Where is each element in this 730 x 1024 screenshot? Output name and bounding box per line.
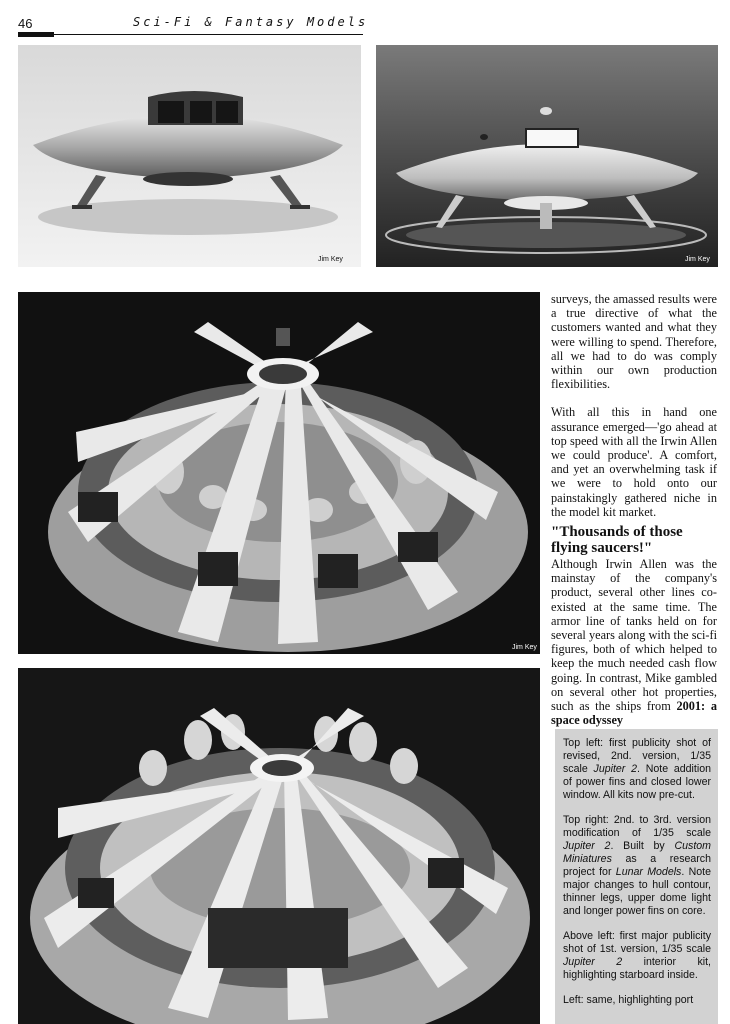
caption-italic: Lunar Models xyxy=(615,866,682,878)
caption-text: Left: same, highlighting port xyxy=(563,994,694,1006)
caption-text: Top left: first publicity shot of revised, 2nd. version, 1/35 scale xyxy=(563,737,711,775)
article-paragraph: surveys, the amassed results were a true directive of what the customers wanted and what they were willing to spend. Therefore, all we had to do was comply within our own production flexibilities. xyxy=(551,292,717,392)
caption-text: interior kit, highlighting starboard inside. xyxy=(563,956,711,981)
caption-text: . Note major changes to hull contour, thinner legs, upper dome light and longer power fins on core. xyxy=(563,866,711,917)
caption-italic: Jupiter 2 xyxy=(563,840,611,852)
caption-above-left xyxy=(563,930,711,982)
page-header xyxy=(18,14,369,40)
caption-box xyxy=(555,729,718,1024)
caption-text: Above left: first major publicity shot of 1st. version, 1/35 scale xyxy=(563,930,711,955)
photo-saucer-top-left xyxy=(18,45,361,267)
caption-text: as a research project for xyxy=(563,853,711,878)
header-bar xyxy=(18,32,54,37)
article-column-bottom xyxy=(551,557,717,741)
header-rule xyxy=(18,34,363,35)
caption-italic: Jupiter 2 xyxy=(593,763,637,775)
caption-left xyxy=(563,994,711,1007)
article-paragraph xyxy=(551,557,717,727)
caption-top-right xyxy=(563,814,711,918)
caption-text: . Note addition of power fins and closed lower window. All kits now pre-cut. xyxy=(563,763,711,801)
caption-text: Top right: 2nd. to 3rd. version modification of 1/35 scale xyxy=(563,814,711,839)
magazine-title: Sci-Fi & Fantasy Models xyxy=(133,15,369,29)
article-subheading: "Thousands of those flying saucers!" xyxy=(551,524,683,556)
photo-credit: Jim Key xyxy=(318,256,343,263)
page-number: 46 xyxy=(18,16,33,31)
paragraph-text: Although Irwin Allen was the mainstay of the company's product, several other lines co-existed at the same time. The armor line of tanks held on for several years along with the sci-fi figures, both of which helped to keep the much needed cash flow going. In contrast, Mike gambled on several other hot properties, such as the ships from xyxy=(551,557,717,714)
paragraph-bold-title: 2001: a space odyssey xyxy=(551,699,717,728)
article-column-top xyxy=(551,292,717,533)
photo-interior-port xyxy=(18,668,540,1024)
photo-saucer-top-right xyxy=(376,45,718,267)
caption-top-left xyxy=(563,737,711,802)
caption-italic: Custom Miniatures xyxy=(563,840,711,865)
photo-credit: Jim Key xyxy=(512,644,537,651)
photo-credit: Jim Key xyxy=(685,256,710,263)
caption-text: . Built by xyxy=(610,840,675,852)
photo-interior-starboard xyxy=(18,292,540,654)
article-paragraph: With all this in hand one assurance emerged—'go ahead at top speed with all the Irwin Allen we could produce'. A comfort, and yet an overwhelming task if we were to hold onto our painstakingly gathered niche in the model kit market. xyxy=(551,405,717,519)
caption-italic: Jupiter 2 xyxy=(563,956,623,968)
